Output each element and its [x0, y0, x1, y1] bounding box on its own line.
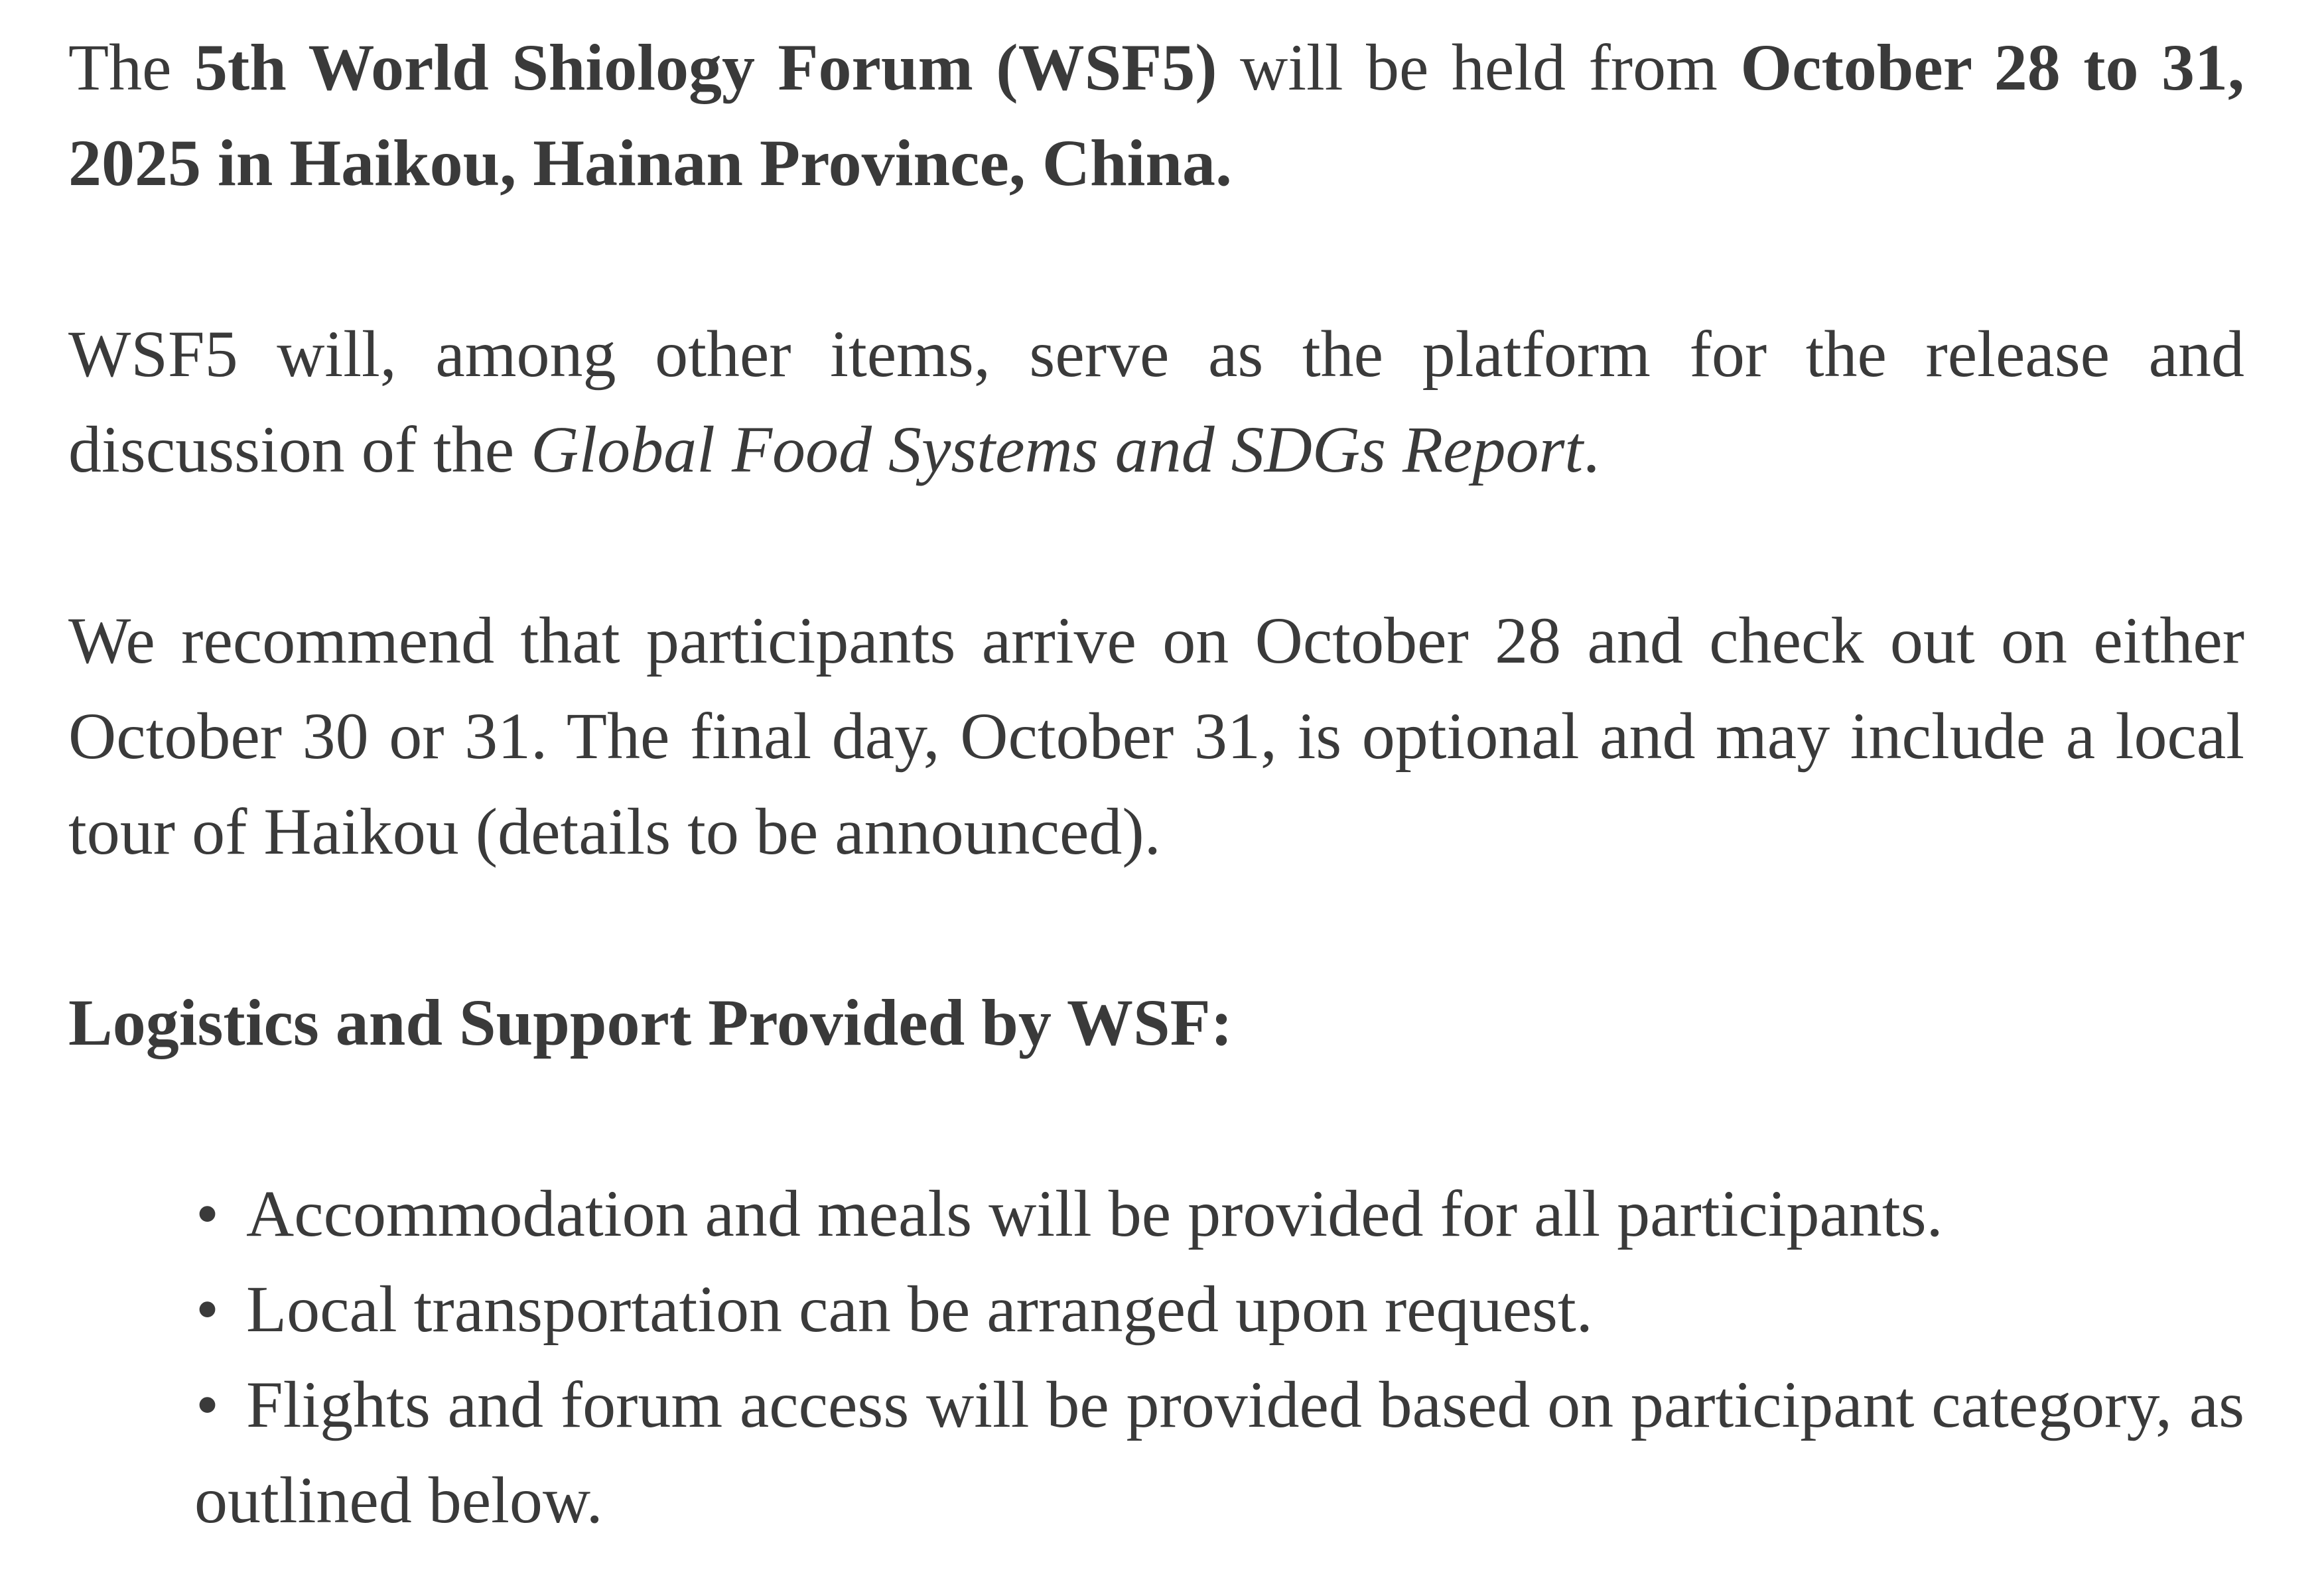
paragraph-gap: [68, 880, 2244, 975]
logistics-heading: Logistics and Support Provided by WSF:: [68, 986, 1233, 1059]
schedule-paragraph: We recommend that participants arrive on October 28 and check out on either October 30 or 31. The final day, October 31, is optional and may include a local tour of Haikou (details to be announced).: [68, 604, 2244, 868]
paragraph-gap: [68, 211, 2244, 306]
list-item-text: Local transportation can be arranged upon request.: [246, 1272, 1593, 1346]
intro-paragraph: [68, 20, 2244, 211]
paragraph-gap: [68, 497, 2244, 593]
list-item-text: Accommodation and meals will be provided for all participants.: [246, 1177, 1943, 1250]
paragraph-gap: [68, 1071, 2244, 1166]
report-title: Global Food Systems and SDGs Report: [531, 413, 1584, 486]
intro-text-1: The: [68, 31, 194, 104]
report-text-1: WSF5 will, among other items, serve as the platform for the release and discussion of the: [68, 317, 2244, 486]
list-item: [194, 1262, 2244, 1357]
report-paragraph: [68, 306, 2244, 497]
bullet-icon: •: [196, 1272, 220, 1346]
bullet-icon: •: [196, 1177, 220, 1250]
list-item: [194, 1357, 2244, 1548]
list-item: [194, 1166, 2244, 1262]
list-item-text: Flights and forum access will be provided based on participant category, as outlined below.: [194, 1368, 2244, 1537]
report-text-2: .: [1583, 413, 1600, 486]
forum-dates-location: October 28 to 31, 2025 in Haikou, Hainan Province, China.: [68, 31, 2244, 200]
logistics-list: [68, 1166, 2244, 1548]
bullet-icon: •: [196, 1368, 220, 1441]
document-body: [68, 20, 2244, 1548]
intro-text-2: will be held from: [1217, 31, 1741, 104]
forum-name: 5th World Shiology Forum (WSF5): [194, 31, 1217, 104]
